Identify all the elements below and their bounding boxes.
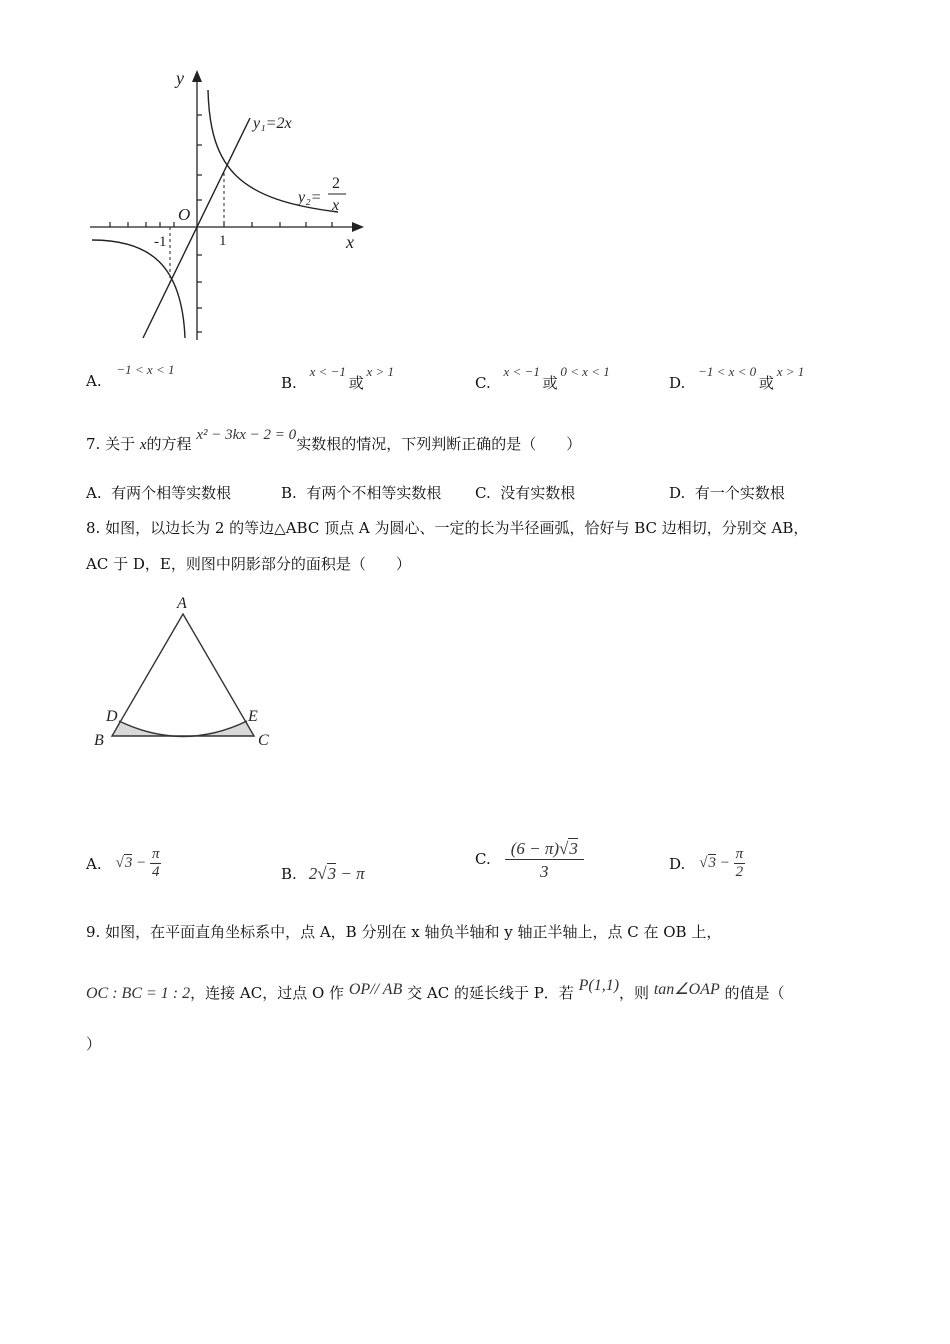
q8-option-a[interactable] — [86, 846, 161, 881]
option-expr-2: x > 1 — [366, 364, 395, 379]
label-d: D — [106, 708, 118, 725]
hyperbola-branch-left — [92, 240, 185, 338]
triangle-abc — [112, 614, 254, 736]
option-letter: B. — [281, 374, 297, 392]
q9-trig: tan∠OAP — [653, 981, 720, 998]
x-axis-label: x — [346, 232, 354, 252]
q6-option-c[interactable] — [475, 364, 610, 393]
q6-option-a[interactable] — [86, 362, 175, 390]
curve-y2-label: y₂= — [298, 189, 322, 206]
q8-option-c[interactable] — [475, 838, 584, 880]
q7-option-b[interactable]: B. 有两个不相等实数根 — [281, 484, 442, 502]
tick-label-1: 1 — [219, 233, 227, 249]
option-letter: A. — [86, 372, 102, 390]
y-axis-arrow-icon — [192, 70, 202, 82]
q9-stem-line1: 9. 如图，在平面直角坐标系中，点 A，B 分别在 x 轴负半轴和 y 轴正半轴上，点 C 在 OB 上， — [86, 923, 722, 941]
q8-stem-line1: 8. 如图，以边长为 2 的等边△ABC 顶点 A 为圆心、一定的长为半径画弧，恰好与 BC 边相切，分别交 AB， — [86, 519, 809, 537]
q8-stem-line2: AC 于 D，E，则图中阴影部分的面积是（ ） — [86, 555, 411, 573]
option-letter: A. — [86, 854, 102, 873]
option-expr: √3 − $\frac{\pi}{4}$ — [115, 846, 160, 880]
label-a: A — [177, 595, 187, 612]
q7-option-a[interactable]: A. 有两个相等实数根 — [86, 484, 232, 502]
curve-y2-numerator: 2 — [332, 175, 340, 192]
q9-point: P(1,1) — [578, 977, 620, 994]
label-b: B — [94, 732, 104, 749]
curve-y2-denominator: x — [332, 197, 340, 214]
option-conj: 或 — [348, 374, 364, 392]
option-conj: 或 — [758, 374, 774, 392]
tick-label-neg1: -1 — [154, 234, 167, 250]
option-expr: x < −1 — [309, 364, 346, 379]
option-expr: 2√3 − π — [308, 864, 365, 883]
option-expr: $\frac{(6 - \pi)√3}{3}$ — [505, 838, 584, 880]
q9-parallel: OP// AB — [348, 981, 403, 998]
option-expr: x < −1 — [503, 364, 540, 379]
y-axis-label: y — [176, 68, 184, 88]
option-expr-2: 0 < x < 1 — [560, 364, 610, 379]
origin-label: O — [178, 205, 191, 224]
q8-option-d[interactable] — [669, 846, 745, 881]
label-c: C — [258, 732, 269, 749]
option-letter: D. — [669, 854, 686, 873]
q9-stem-line3: ） — [86, 1035, 102, 1053]
q7-stem: 7. 关于 x的方程 x² − 3kx − 2 = 0实数根的情况，下列判断正确的是（ ） — [86, 427, 582, 453]
q8-triangle-figure — [90, 590, 290, 755]
option-letter: D. — [669, 374, 686, 392]
option-conj: 或 — [542, 374, 558, 392]
q7-option-c[interactable]: C. 没有实数根 — [475, 484, 576, 502]
q8-option-b[interactable] — [281, 864, 365, 884]
q9-ratio: OC : BC = 1 : 2 — [86, 985, 191, 1002]
q7-equation: x² − 3kx − 2 = 0 — [196, 427, 297, 443]
line-y1-label: y₁=2x — [253, 115, 292, 132]
option-expr: √3 − $\frac{\pi}{2}$ — [699, 846, 744, 880]
option-letter: B. — [281, 865, 297, 883]
option-letter: C. — [475, 374, 491, 392]
option-expr: −1 < x < 0 — [698, 364, 757, 379]
q9-stem-line2: OC : BC = 1 : 2，连接 AC，过点 O 作 OP// AB 交 AC 的延长线于 P．若 P(1,1)，则 tan∠OAP 的值是（ — [86, 977, 785, 1002]
option-expr: −1 < x < 1 — [116, 362, 175, 377]
option-letter: C. — [475, 850, 491, 868]
x-axis-arrow-icon — [352, 222, 364, 232]
option-expr-2: x > 1 — [776, 364, 805, 379]
q6-option-d[interactable] — [669, 364, 805, 393]
q6-function-graph — [80, 60, 380, 350]
q7-option-d[interactable]: D. 有一个实数根 — [669, 484, 785, 502]
q6-option-b[interactable] — [281, 364, 395, 393]
label-e: E — [248, 708, 258, 725]
